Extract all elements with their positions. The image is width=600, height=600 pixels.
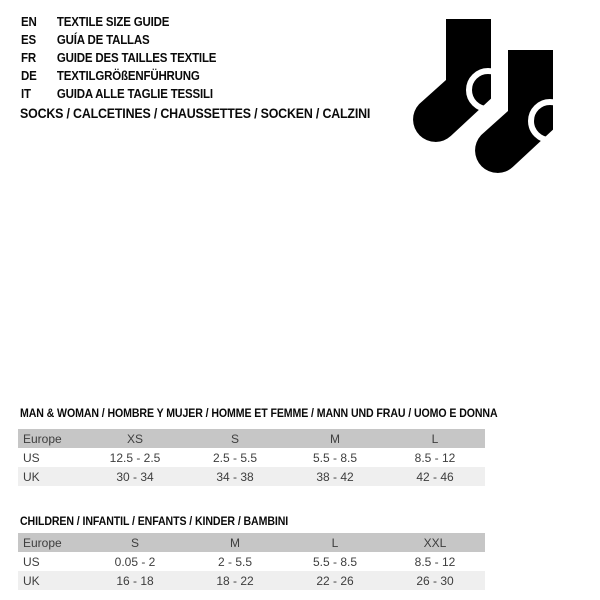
- lang-label: GUIDE DES TAILLES TEXTILE: [56, 51, 217, 65]
- children-table-title: CHILDREN / INFANTIL / ENFANTS / KINDER / BAMBINI: [20, 516, 289, 528]
- lang-row-en: [21, 13, 216, 31]
- lang-row-fr: [21, 49, 216, 67]
- lang-row-es: [21, 31, 216, 49]
- adults-us-row: [18, 448, 485, 467]
- size-cell: 5.5 - 8.5: [312, 554, 358, 569]
- size-cell: 2.5 - 5.5: [212, 450, 258, 465]
- lang-label: TEXTILGRÖßENFÜHRUNG: [56, 69, 200, 83]
- size-cell: 18 - 22: [216, 573, 254, 588]
- lang-row-it: [21, 85, 216, 103]
- header-cell: S: [130, 535, 139, 550]
- size-cell: 38 - 42: [316, 469, 354, 484]
- lang-row-de: [21, 67, 216, 85]
- header-cell: L: [431, 431, 439, 446]
- children-us-row: [18, 552, 485, 571]
- language-list: [21, 13, 233, 103]
- size-cell: 30 - 34: [116, 469, 154, 484]
- row-label: UK: [23, 469, 40, 484]
- header-cell: XXL: [423, 535, 447, 550]
- header-cell: Europe: [23, 431, 62, 446]
- adults-uk-row: [18, 467, 485, 486]
- size-cell: 0.05 - 2: [114, 554, 156, 569]
- size-cell: 16 - 18: [116, 573, 154, 588]
- row-label: US: [23, 450, 40, 465]
- children-header-row: [18, 533, 485, 552]
- children-size-table: [18, 533, 485, 590]
- header-cell: S: [230, 431, 239, 446]
- header-cell: M: [330, 431, 340, 446]
- adults-size-table: [18, 429, 485, 486]
- lang-code: EN: [21, 15, 37, 29]
- lang-label: GUÍA DE TALLAS: [56, 33, 150, 47]
- size-cell: 34 - 38: [216, 469, 254, 484]
- size-cell: 2 - 5.5: [217, 554, 253, 569]
- size-cell: 5.5 - 8.5: [312, 450, 358, 465]
- size-cell: 42 - 46: [416, 469, 454, 484]
- lang-code: ES: [21, 33, 36, 47]
- size-cell: 12.5 - 2.5: [109, 450, 161, 465]
- children-uk-row: [18, 571, 485, 590]
- socks-icon: [400, 10, 580, 185]
- size-cell: 8.5 - 12: [414, 554, 456, 569]
- lang-label: TEXTILE SIZE GUIDE: [56, 15, 170, 29]
- row-label: US: [23, 554, 40, 569]
- sock-back: [413, 19, 507, 142]
- lang-code: IT: [21, 87, 31, 101]
- adults-header-row: [18, 429, 485, 448]
- size-cell: 22 - 26: [316, 573, 354, 588]
- row-label: UK: [23, 573, 40, 588]
- header-cell: L: [331, 535, 339, 550]
- lang-code: DE: [21, 69, 37, 83]
- size-cell: 26 - 30: [416, 573, 454, 588]
- adults-table-title: MAN & WOMAN / HOMBRE Y MUJER / HOMME ET FEMME / MANN UND FRAU / UOMO E DONNA: [20, 408, 498, 420]
- lang-code: FR: [21, 51, 36, 65]
- lang-label: GUIDA ALLE TAGLIE TESSILI: [56, 87, 213, 101]
- size-cell: 8.5 - 12: [414, 450, 456, 465]
- header-cell: XS: [126, 431, 143, 446]
- header-cell: M: [230, 535, 240, 550]
- category-heading: SOCKS / CALCETINES / CHAUSSETTES / SOCKEN / CALZINI: [20, 106, 371, 121]
- header-cell: Europe: [23, 535, 62, 550]
